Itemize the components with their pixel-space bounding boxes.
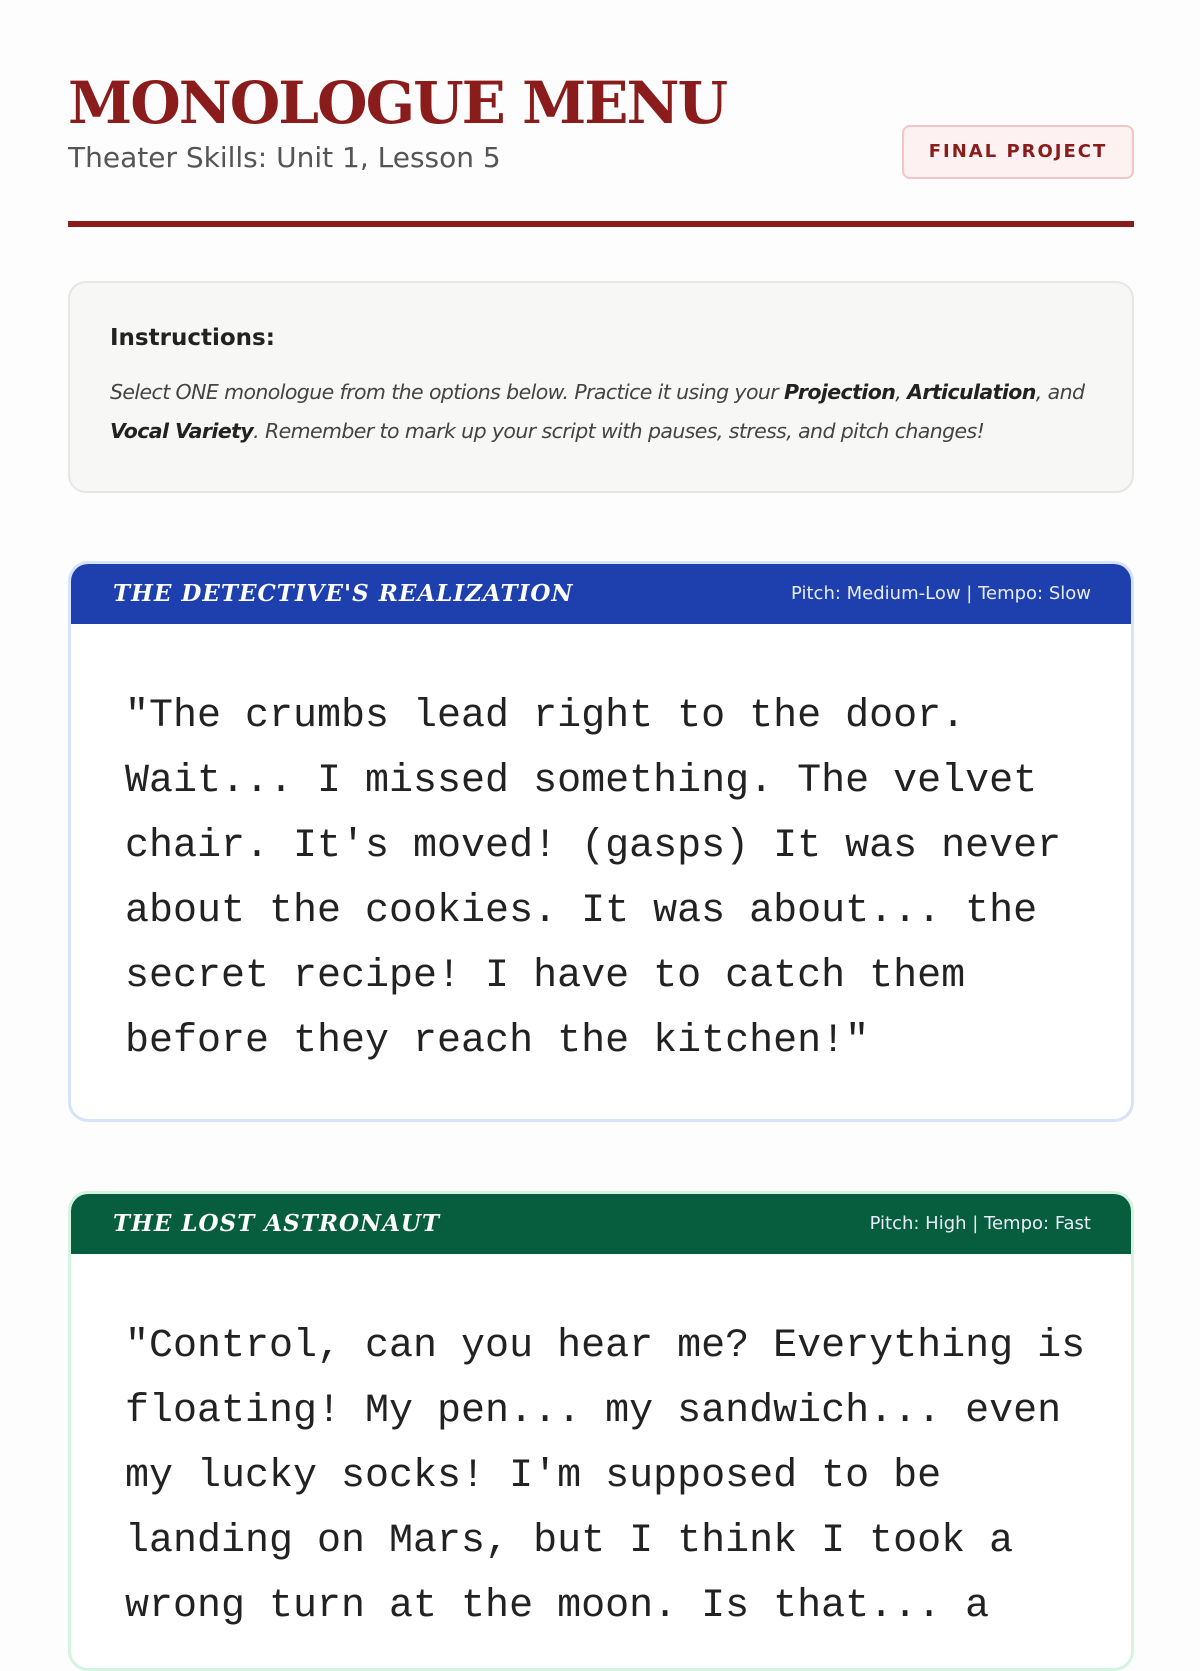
term-projection: Projection (784, 380, 896, 404)
monologue-pitch-tempo: Pitch: Medium-Low | Tempo: Slow (791, 583, 1091, 604)
term-vocal-variety: Vocal Variety (110, 419, 254, 443)
page (68, 0, 1134, 1629)
page-subtitle: Theater Skills: Unit 1, Lesson 5 (68, 141, 501, 174)
term-articulation: Articulation (907, 380, 1036, 404)
instructions-separator: , (895, 380, 908, 404)
final-project-badge: FINAL PROJECT (902, 125, 1134, 179)
instructions-separator: , and (1035, 380, 1085, 404)
monologue-title: THE DETECTIVE'S REALIZATION (113, 580, 574, 607)
page-title: MONOLOGUE MENU (68, 69, 727, 137)
monologue-title: THE LOST ASTRONAUT (113, 1210, 441, 1237)
instructions-text-part: . Remember to mark up your script with pauses, stress, and pitch changes! (253, 419, 985, 443)
monologue-card-astronaut (68, 1191, 1134, 1671)
monologue-text: "The crumbs lead right to the door. Wait... I missed something. The velvet chair. It's moved! (gasps) It was never about the cookies. It was about... the secret recipe! I have to catch them before they reach the kitchen!" (125, 694, 1062, 1064)
monologue-card-body (71, 1254, 1131, 1639)
instructions-box (68, 281, 1134, 493)
instructions-text (110, 373, 1092, 451)
monologue-text: "Control, can you hear me? Everything is floating! My pen... my sandwich... even my lucky socks! I'm supposed to be landing on Mars, but I think I took a wrong turn at the moon. Is that... a (125, 1324, 1086, 1629)
instructions-text-part: Select ONE monologue from the options below. Practice it using your (110, 380, 785, 404)
monologue-card-detective (68, 561, 1134, 1122)
header-divider (68, 221, 1134, 227)
instructions-heading: Instructions: (110, 325, 275, 351)
monologue-card-header (71, 564, 1131, 624)
monologue-card-body (71, 624, 1131, 1074)
page-header (68, 0, 1134, 230)
monologue-pitch-tempo: Pitch: High | Tempo: Fast (869, 1213, 1091, 1234)
monologue-card-header (71, 1194, 1131, 1254)
